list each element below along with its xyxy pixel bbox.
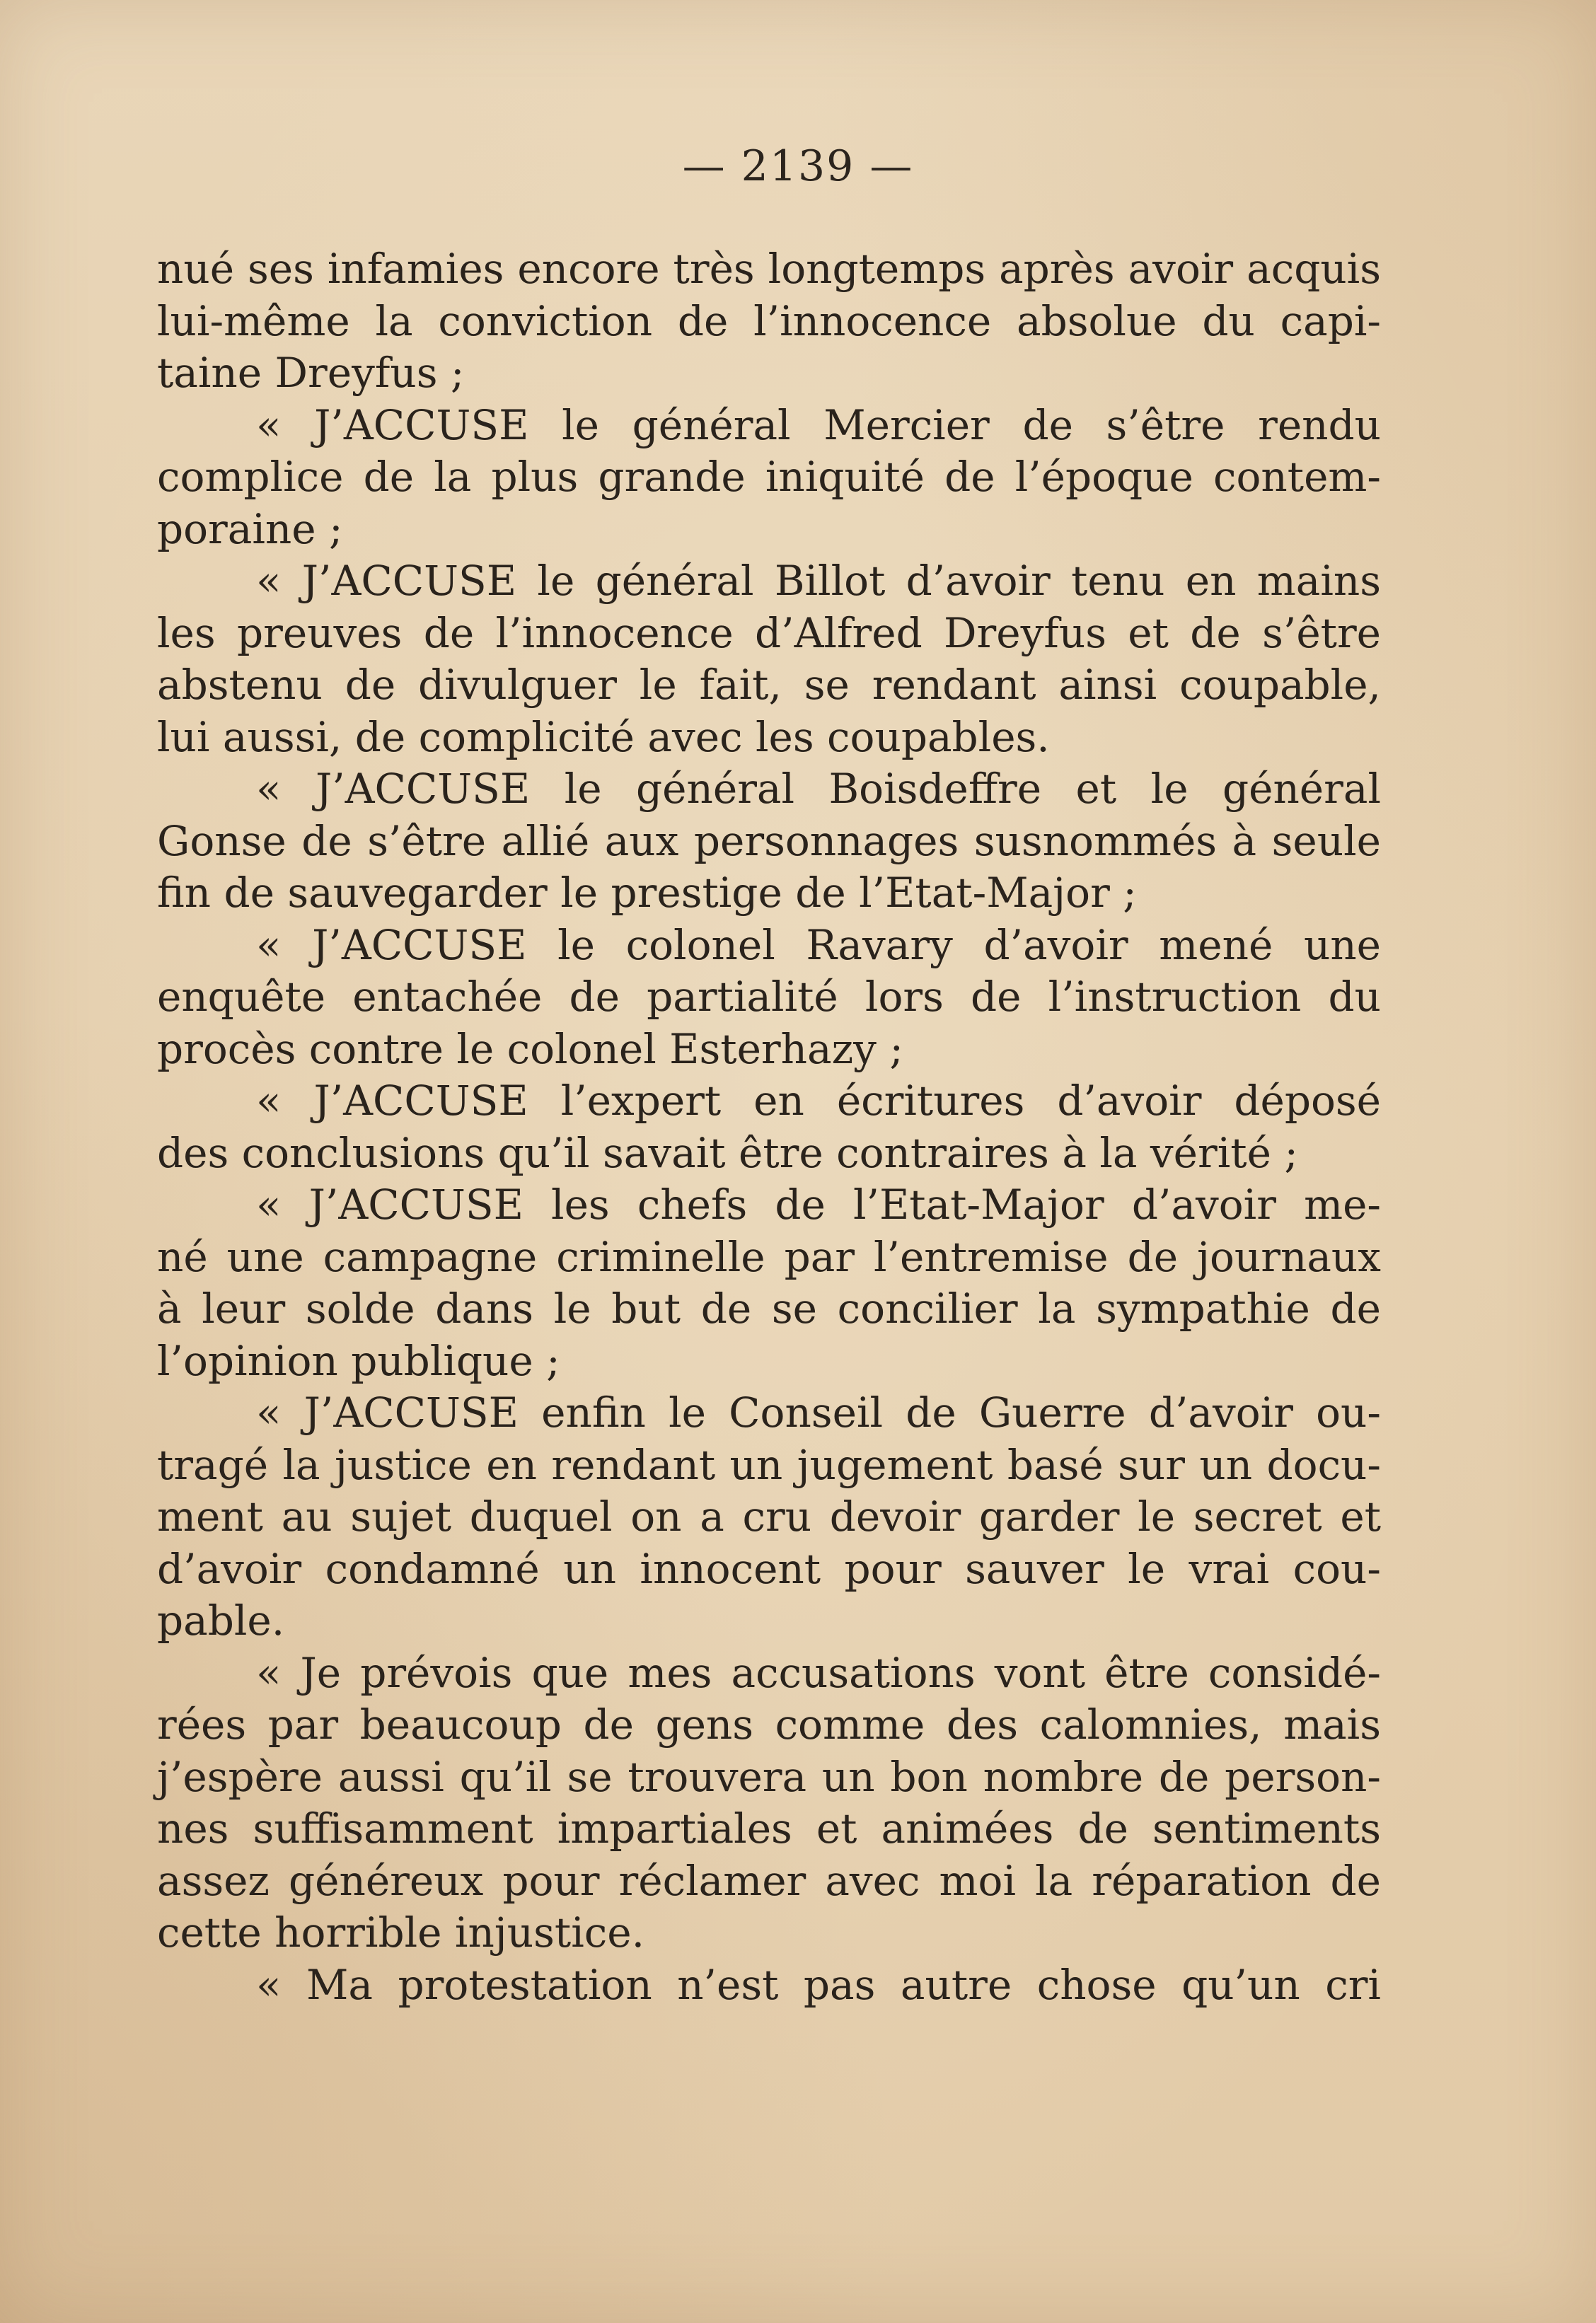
text-line: « J’ACCUSE l’expert en écritures d’avoir déposé	[256, 1077, 1381, 1125]
text-line: né une campagne criminelle par l’entremise de journaux	[157, 1232, 1381, 1281]
text-line: « J’ACCUSE le général Mercier de s’être rendu	[256, 400, 1381, 449]
text-line: ment au sujet duquel on a cru devoir garder le secret et	[157, 1493, 1381, 1541]
text-line: « J’ACCUSE le général Boisdeffre et le général	[256, 765, 1381, 813]
text-line: fin de sauvegarder le prestige de l’Etat-Major ;	[157, 869, 1137, 917]
text-line: tragé la justice en rendant un jugement basé sur un docu-	[157, 1440, 1381, 1489]
text-line: « Ma protestation n’est pas autre chose qu’un cri	[256, 1960, 1381, 2009]
text-line: nes suffisamment impartiales et animées de sentiments	[157, 1804, 1381, 1853]
text-line: procès contre le colonel Esterhazy ;	[157, 1024, 903, 1073]
text-line: j’espère aussi qu’il se trouvera un bon nombre de person-	[157, 1752, 1381, 1801]
text-line: complice de la plus grande iniquité de l’époque contem-	[157, 453, 1381, 501]
text-line: Gonse de s’être allié aux personnages susnommés à seule	[157, 816, 1381, 865]
text-line: « J’ACCUSE les chefs de l’Etat-Major d’avoir me-	[256, 1181, 1381, 1229]
text-line: « J’ACCUSE enfin le Conseil de Guerre d’avoir ou-	[256, 1389, 1381, 1437]
text-line: rées par beaucoup de gens comme des calomnies, mais	[157, 1701, 1381, 1749]
page-number: — 2139 —	[682, 141, 914, 191]
text-line: lui aussi, de complicité avec les coupables.	[157, 712, 1050, 761]
text-line: lui-même la conviction de l’innocence absolue du capi-	[157, 296, 1381, 345]
text-line: les preuves de l’innocence d’Alfred Dreyfus et de s’être	[157, 608, 1381, 657]
body-text	[157, 243, 1381, 2011]
text-line: « Je prévois que mes accusations vont être considé-	[256, 1648, 1381, 1697]
text-line: enquête entachée de partialité lors de l’instruction du	[157, 973, 1381, 1021]
text-line: nué ses infamies encore très longtemps après avoir acquis	[157, 245, 1381, 293]
text-line: « J’ACCUSE le général Billot d’avoir tenu en mains	[256, 557, 1381, 605]
text-line: des conclusions qu’il savait être contraires à la vérité ;	[157, 1128, 1298, 1177]
text-line: abstenu de divulguer le fait, se rendant ainsi coupable,	[157, 661, 1381, 709]
text-line: taine Dreyfus ;	[157, 349, 465, 397]
text-line: cette horrible injustice.	[157, 1908, 645, 1957]
text-line: d’avoir condamné un innocent pour sauver le vrai cou-	[157, 1544, 1381, 1593]
text-line: l’opinion publique ;	[157, 1336, 560, 1385]
text-line: à leur solde dans le but de se concilier la sympathie de	[157, 1285, 1381, 1333]
text-line: pable.	[157, 1597, 285, 1645]
text-line: poraine ;	[157, 504, 343, 553]
text-line: assez généreux pour réclamer avec moi la réparation de	[157, 1856, 1381, 1905]
text-line: « J’ACCUSE le colonel Ravary d’avoir mené une	[256, 920, 1381, 969]
